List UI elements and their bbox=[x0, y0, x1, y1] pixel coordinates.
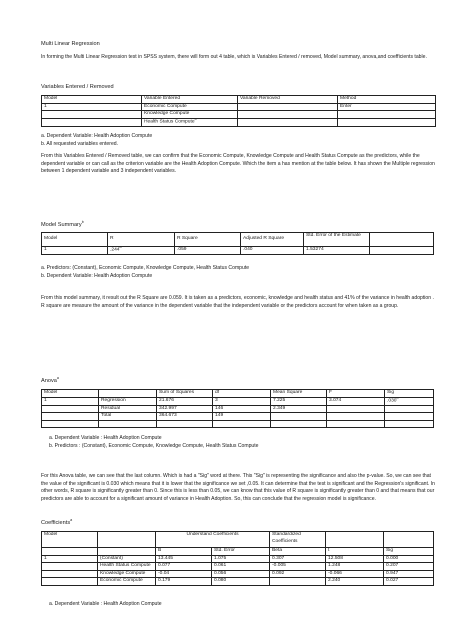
model-cell: 1 bbox=[42, 103, 142, 111]
table-header-cell: Model bbox=[42, 233, 108, 247]
table-row bbox=[42, 578, 434, 586]
variables-notes bbox=[41, 133, 437, 149]
table-cell: 342.997 bbox=[157, 405, 213, 413]
table-row bbox=[42, 111, 436, 119]
table-cell: -0.04 bbox=[156, 570, 212, 578]
coef-notes bbox=[41, 601, 437, 609]
table-cell: 0.061 bbox=[212, 563, 270, 571]
table-cell: 0.947 bbox=[384, 570, 434, 578]
table-row bbox=[42, 118, 436, 126]
table-subheader-row bbox=[42, 548, 434, 556]
table-header-cell: F bbox=[327, 390, 385, 398]
table-cell: 0.027 bbox=[384, 578, 434, 586]
table-header-row bbox=[42, 532, 434, 548]
table-row bbox=[42, 103, 436, 111]
table-cell: -0.066 bbox=[326, 570, 384, 578]
intro-paragraph: In forming the Multi Linear Regression test in SPSS system, there will form out 4 table, which is Variables Entered / removed, Model summary, anova,and coefficients table. bbox=[41, 54, 427, 60]
table-row bbox=[42, 421, 434, 428]
anova-notes bbox=[41, 435, 437, 451]
table-cell: Residual bbox=[99, 405, 157, 413]
table-cell bbox=[271, 413, 327, 421]
table-header-cell: Variable Removed bbox=[238, 96, 338, 104]
table-cell: Economic Compute bbox=[98, 578, 156, 586]
table-cell: -0.005 bbox=[270, 563, 326, 571]
table-row bbox=[42, 570, 434, 578]
table-cell: .030$^b$ bbox=[385, 397, 434, 405]
table-header-cell: Model bbox=[42, 96, 142, 104]
footnote-marker: b bbox=[194, 118, 197, 121]
table-header-cell bbox=[99, 390, 157, 398]
table-cell: (Constant) bbox=[98, 555, 156, 563]
table-cell: 7.225 bbox=[271, 397, 327, 405]
table-cell: 3 bbox=[213, 397, 271, 405]
table-header-cell: Sig bbox=[385, 390, 434, 398]
anova-table-caption: Anova$^a$ bbox=[41, 376, 59, 384]
method-cell: Enter bbox=[338, 103, 436, 111]
table-header-cell: Model bbox=[42, 390, 99, 398]
model-summary-table bbox=[41, 232, 434, 255]
table-cell: 13.445 bbox=[156, 555, 212, 563]
footnote: a. Dependent Variable: Health Adoption Compute bbox=[41, 133, 153, 139]
table-row bbox=[42, 563, 434, 571]
anova-table bbox=[41, 389, 434, 428]
table-header-cell: Sig bbox=[384, 548, 434, 556]
table-cell: Health Status Compute bbox=[98, 563, 156, 571]
table-header-row bbox=[42, 96, 436, 104]
variables-table-caption: Variables Entered / Removed bbox=[41, 84, 114, 90]
table-header-cell: t bbox=[326, 548, 384, 556]
coef-table-caption: Coefficients$^a$ bbox=[41, 518, 73, 526]
footnote-marker: a bbox=[119, 246, 122, 249]
footnote: b. Predictors : (Constant), Economic Compute, Knowledge Compute, Health Status Compute bbox=[49, 442, 259, 449]
coefficients-table bbox=[41, 531, 434, 586]
table-cell: 3.074 bbox=[327, 397, 385, 405]
table-cell bbox=[385, 413, 434, 421]
summary-table-caption: Model Summary$^b$ bbox=[41, 220, 84, 228]
table-cell: 1 bbox=[42, 247, 108, 255]
footnote: b. Dependent Variable: Health Adoption Compute bbox=[41, 272, 153, 279]
table-cell: Regression bbox=[99, 397, 157, 405]
table-cell bbox=[327, 405, 385, 413]
table-cell: 1.075 bbox=[212, 555, 270, 563]
table-header-cell: Method bbox=[338, 96, 436, 104]
summary-notes bbox=[41, 265, 437, 281]
table-cell: 0.056 bbox=[212, 570, 270, 578]
footnote-marker: b bbox=[396, 397, 399, 400]
table-row bbox=[42, 413, 434, 421]
table-row bbox=[42, 555, 434, 563]
table-cell: 0.179 bbox=[156, 578, 212, 586]
table-cell bbox=[327, 413, 385, 421]
entered-cell: Health Status Compute$^b$ bbox=[142, 118, 238, 126]
document-title: Multi Linear Regression bbox=[41, 41, 100, 47]
table-cell: Total bbox=[99, 413, 157, 421]
table-cell: 149 bbox=[213, 413, 271, 421]
table-cell: 0.207 bbox=[384, 563, 434, 571]
model-cell: 1 bbox=[42, 555, 98, 563]
removed-cell bbox=[238, 103, 338, 111]
table-cell: 21.676 bbox=[157, 397, 213, 405]
table-cell: 0.092 bbox=[270, 570, 326, 578]
footnote: a. Dependent Variable : Health Adoption Compute bbox=[49, 435, 162, 441]
table-cell: .059 bbox=[175, 247, 241, 255]
table-cell: 1.53274 bbox=[304, 247, 370, 255]
table-cell: 12.508 bbox=[326, 555, 384, 563]
table-cell: 146 bbox=[213, 405, 271, 413]
footnote: b. All requested variables entered. bbox=[41, 140, 119, 147]
table-header-row bbox=[42, 390, 434, 398]
table-header-cell: Std. Error of the Estimate bbox=[304, 233, 370, 247]
table-header-cell: R bbox=[108, 233, 175, 247]
table-cell: 1.248 bbox=[326, 563, 384, 571]
table-header-cell: Variable Entered bbox=[142, 96, 238, 104]
table-cell: .244$^a$ bbox=[108, 247, 175, 255]
table-cell: 0.077 bbox=[156, 563, 212, 571]
table-cell: 2.349 bbox=[271, 405, 327, 413]
table-header-cell: Std. Error bbox=[212, 548, 270, 556]
table-header-cell: B bbox=[156, 548, 212, 556]
table-header-cell: Adjusted R Square bbox=[241, 233, 304, 247]
table-header-cell: df bbox=[213, 390, 271, 398]
table-header-cell: Understand Coefficients bbox=[156, 532, 270, 548]
table-header-cell: R Square bbox=[175, 233, 241, 247]
table-row bbox=[42, 397, 434, 405]
table-cell: 0.307 bbox=[270, 555, 326, 563]
table-cell: Knowledge Compute bbox=[98, 570, 156, 578]
anova-paragraph: For this Anova table, we can see that the last column. Which is had a "Sig" word at there. This "Sig" is representing the significance and also the p-value. So, we can see that the value of the significant is 0.030 which means that it is lower that the significance we set ,0.05. It can determine that the test is significant and the Regression's significant. In other words, R square is significantly greater than 0. Since this is less than 0.05, we can know that this value of R square is significantly greater than 0 and that means that our predictors are able to account for a significant amount of variance in Health Adoption. So, this can conclude that the regression model is significance. bbox=[41, 473, 435, 502]
table-header-cell: Standardized Coefficients bbox=[270, 532, 326, 548]
table-row bbox=[42, 405, 434, 413]
variables-table bbox=[41, 95, 436, 127]
table-header-cell: Mean Square bbox=[271, 390, 327, 398]
footnote: a. Predictors: (Constant), Economic Compute, Knowledge Compute, Health Status Compute bbox=[41, 265, 250, 271]
table-row bbox=[42, 247, 434, 255]
table-cell: 364.673 bbox=[157, 413, 213, 421]
footnote-marker: b bbox=[81, 220, 84, 225]
model-cell: 1 bbox=[42, 397, 99, 405]
table-header-cell bbox=[98, 532, 156, 548]
entered-cell: Knowledge Compute bbox=[142, 111, 238, 119]
table-cell bbox=[270, 578, 326, 586]
table-header-cell: Sum of Squares bbox=[157, 390, 213, 398]
table-cell: 0.080 bbox=[212, 578, 270, 586]
table-header-cell: Model bbox=[42, 532, 98, 548]
table-header-cell: Beta bbox=[270, 548, 326, 556]
table-cell: 2.240 bbox=[326, 578, 384, 586]
table-cell bbox=[385, 405, 434, 413]
table-cell: .040 bbox=[241, 247, 304, 255]
footnote: a. Dependent Variable : Health Adoption Compute bbox=[49, 601, 162, 607]
variables-paragraph: From this Variables Entered / Removed table, we can confirm that the Economic Compute, Knowledge Compute and Health Status Compute as the predictors, while the dependent variable or can call as the criterion variable are the Health Adoption Compute. Which the item a has mention at the table below. It has shown the Multiple regression between 1 dependent variable and 3 independent variables. bbox=[41, 153, 435, 175]
footnote-marker: a bbox=[56, 376, 59, 381]
table-header-row bbox=[42, 233, 434, 247]
table-cell: 0.000 bbox=[384, 555, 434, 563]
footnote-marker: a bbox=[70, 518, 73, 523]
summary-paragraph: From this model summary, it result out the R Square are 0.059. It is taken as a predictors, economic, knowledge and health status and 41% of the variance in health adoption . R square are measure the amount of the variance in the dependent variable that the independent variable or the predictors account for when taken as a group. bbox=[41, 295, 434, 309]
entered-cell: Economic Compute bbox=[142, 103, 238, 111]
